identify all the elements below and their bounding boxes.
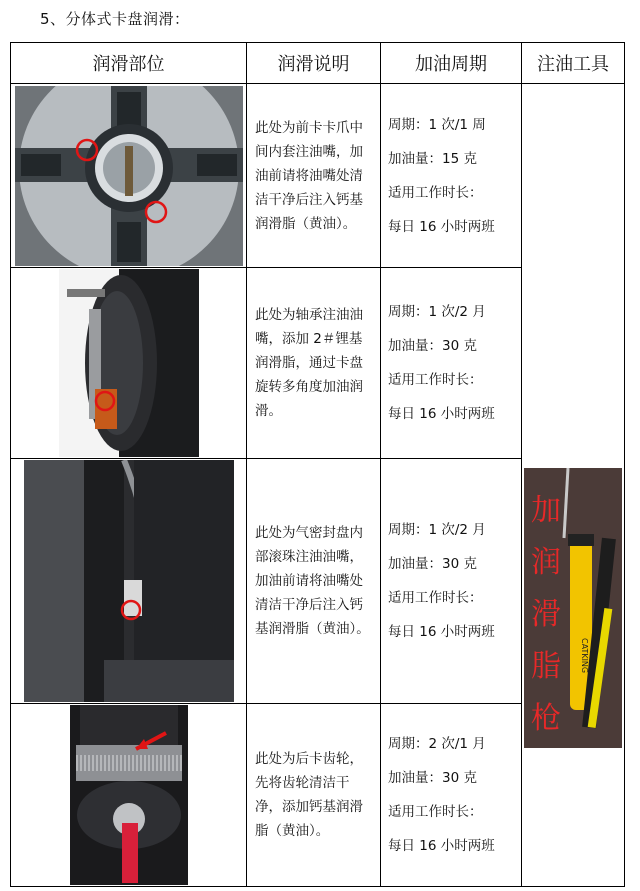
- section-heading: 5、分体式卡盘润滑：: [40, 10, 190, 28]
- table-header-row: [11, 43, 625, 84]
- tool-label-char-5: 枪: [531, 701, 561, 736]
- row3-period-cell: [381, 459, 522, 704]
- row3-amount: 加油量：30 克: [388, 556, 477, 572]
- row1-description: 此处为前卡卡爪中间内套注油嘴，加油前请将油嘴处清洁干净后注入钙基润滑脂（黄油）。: [247, 84, 381, 268]
- lubrication-table: [10, 42, 625, 887]
- row1-period-cell: [381, 84, 522, 268]
- row4-work-label: 适用工作时长：: [388, 804, 483, 820]
- row1-photo: [11, 84, 247, 268]
- row4-amount: 加油量：30 克: [388, 770, 477, 786]
- bearing-nipple-photo: [59, 269, 199, 457]
- row2-period-cell: [381, 268, 522, 459]
- air-seal-photo: [24, 460, 234, 702]
- row1-amount: 加油量：15 克: [388, 150, 477, 167]
- grease-gun-photo: [524, 468, 622, 748]
- row4-photo: [11, 704, 247, 887]
- row1-work-label: 适用工作时长：: [388, 184, 483, 201]
- tool-label-char-2: 润: [531, 545, 561, 580]
- row3-description: 此处为气密封盘内部滚珠注油油嘴，加油前请将油嘴处清洁干净后注入钙基润滑脂（黄油）。: [247, 459, 381, 704]
- row3-photo: [11, 459, 247, 704]
- row1-period: 周期：1 次/1 周: [388, 116, 486, 133]
- row4-period-cell: [381, 704, 522, 887]
- row2-amount: 加油量：30 克: [388, 338, 477, 354]
- rear-gear-photo: [70, 705, 188, 885]
- row2-work-label: 适用工作时长：: [388, 372, 483, 388]
- row2-description: 此处为轴承注油油嘴，添加 2＃锂基润滑脂，通过卡盘旋转多角度加油润滑。: [247, 268, 381, 459]
- row2-work-value: 每日 16 小时两班: [388, 406, 495, 422]
- front-chuck-photo: [15, 86, 243, 266]
- row1-work-value: 每日 16 小时两班: [388, 218, 495, 235]
- row2-period: 周期：1 次/2 月: [388, 304, 486, 320]
- row4-work-value: 每日 16 小时两班: [388, 838, 495, 854]
- row4-description: 此处为后卡齿轮，先将齿轮清洁干净，添加钙基润滑脂（黄油）。: [247, 704, 381, 887]
- header-position: 润滑部位: [11, 43, 247, 84]
- header-tool: 注油工具: [522, 43, 625, 84]
- tool-label-char-1: 加: [531, 493, 561, 528]
- tool-cell: [522, 84, 625, 887]
- header-period: 加油周期: [381, 43, 522, 84]
- row3-work-value: 每日 16 小时两班: [388, 624, 495, 640]
- row4-period: 周期：2 次/1 月: [388, 736, 486, 752]
- tool-brand-text: CATKING: [580, 638, 589, 674]
- table-row: [11, 84, 625, 268]
- tool-label-char-4: 脂: [531, 649, 561, 684]
- row2-photo: [11, 268, 247, 459]
- row3-work-label: 适用工作时长：: [388, 590, 483, 606]
- tool-label-char-3: 滑: [531, 597, 561, 632]
- row3-period: 周期：1 次/2 月: [388, 522, 486, 538]
- header-description: 润滑说明: [247, 43, 381, 84]
